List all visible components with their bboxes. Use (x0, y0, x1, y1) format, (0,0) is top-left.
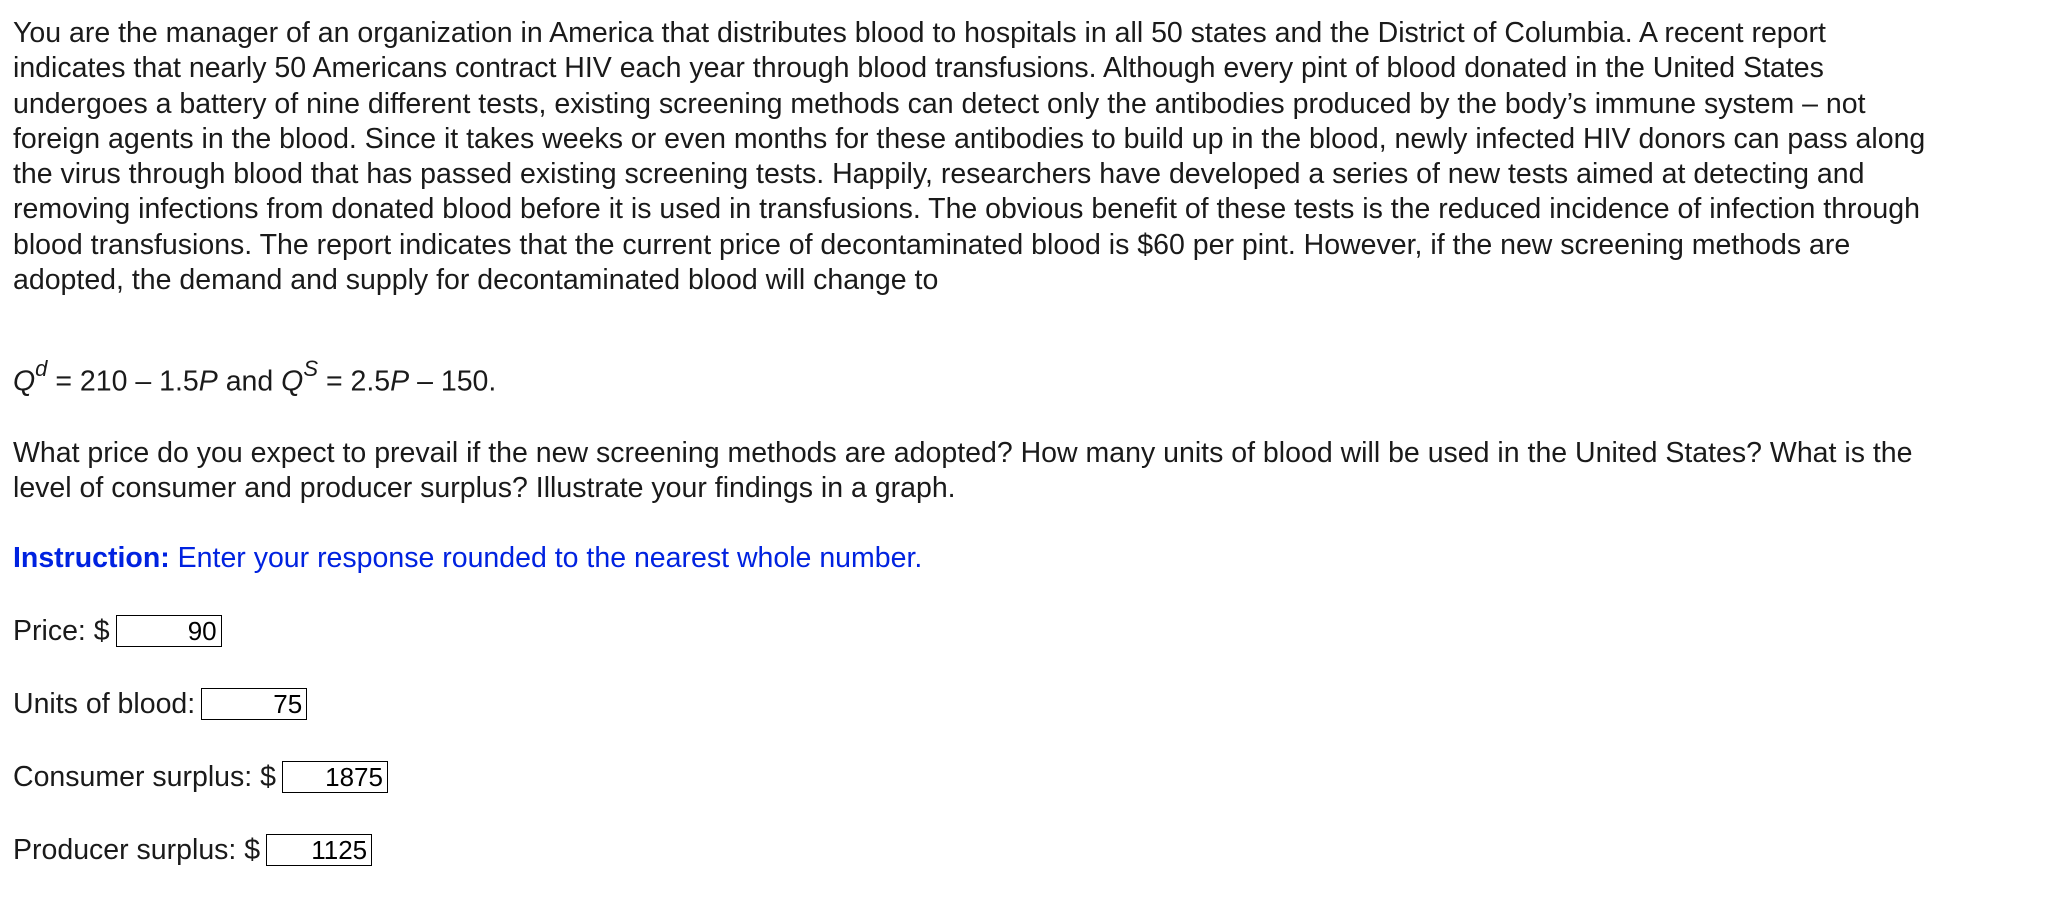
units-answer-row (13, 685, 2066, 723)
supply-quantity-variable: Q (281, 365, 304, 398)
price-label: Price: $ (13, 614, 110, 647)
units-label: Units of blood: (13, 687, 196, 720)
problem-paragraph: You are the manager of an organization in America that distributes blood to hospitals in all 50 states and the District of Columbia. A recent report indicates that nearly 50 Americans contract HIV each year through blood transfusions. Although every pint of blood donated in the United States undergoes a battery of nine different tests, existing screening methods can detect only the antibodies produced by the body’s immune system – not foreign agents in the blood. Since it takes weeks or even months for these antibodies to build up in the blood, newly infected HIV donors can pass along the virus through blood that has passed existing screening tests. Happily, researchers have developed a series of new tests aimed at detecting and removing infections from donated blood before it is used in transfusions. The obvious benefit of these tests is the reduced incidence of infection through blood transfusions. The report indicates that the current price of decontaminated blood is $60 per pint. However, if the new screening methods are adopted, the demand and supply for decontaminated blood will change to (13, 17, 1926, 297)
instruction-text: Enter your response rounded to the nearest whole number. (169, 542, 923, 575)
supply-price-variable: P (390, 365, 410, 398)
instruction-line (13, 541, 2066, 576)
price-answer-row (13, 612, 2066, 650)
units-input[interactable]: 75 (201, 688, 307, 720)
demand-superscript: d (35, 356, 48, 382)
demand-price-variable: P (198, 365, 218, 398)
consumer-surplus-input[interactable]: 1875 (282, 761, 388, 793)
supply-demand-equations (13, 355, 2066, 400)
equation-connector: and (217, 365, 282, 398)
supply-equation-rhs-a: = 2.5 (318, 365, 391, 398)
producer-surplus-answer-row (13, 831, 2066, 869)
demand-quantity-variable: Q (13, 365, 36, 398)
instruction-label: Instruction: (13, 542, 170, 575)
demand-equation-rhs: = 210 – 1.5 (47, 365, 199, 398)
producer-surplus-input[interactable]: 1125 (266, 834, 372, 866)
producer-surplus-label: Producer surplus: $ (13, 833, 261, 866)
consumer-surplus-label: Consumer surplus: $ (13, 760, 276, 793)
consumer-surplus-answer-row (13, 758, 2066, 796)
supply-equation-rhs-b: – 150. (409, 365, 497, 398)
supply-superscript: S (303, 356, 319, 382)
price-input[interactable]: 90 (116, 615, 222, 647)
question-prompt: What price do you expect to prevail if the new screening methods are adopted? How many units of blood will be used in the United States? What is the level of consumer and producer surplus? Illustrate your findings in a graph. (13, 436, 1913, 505)
